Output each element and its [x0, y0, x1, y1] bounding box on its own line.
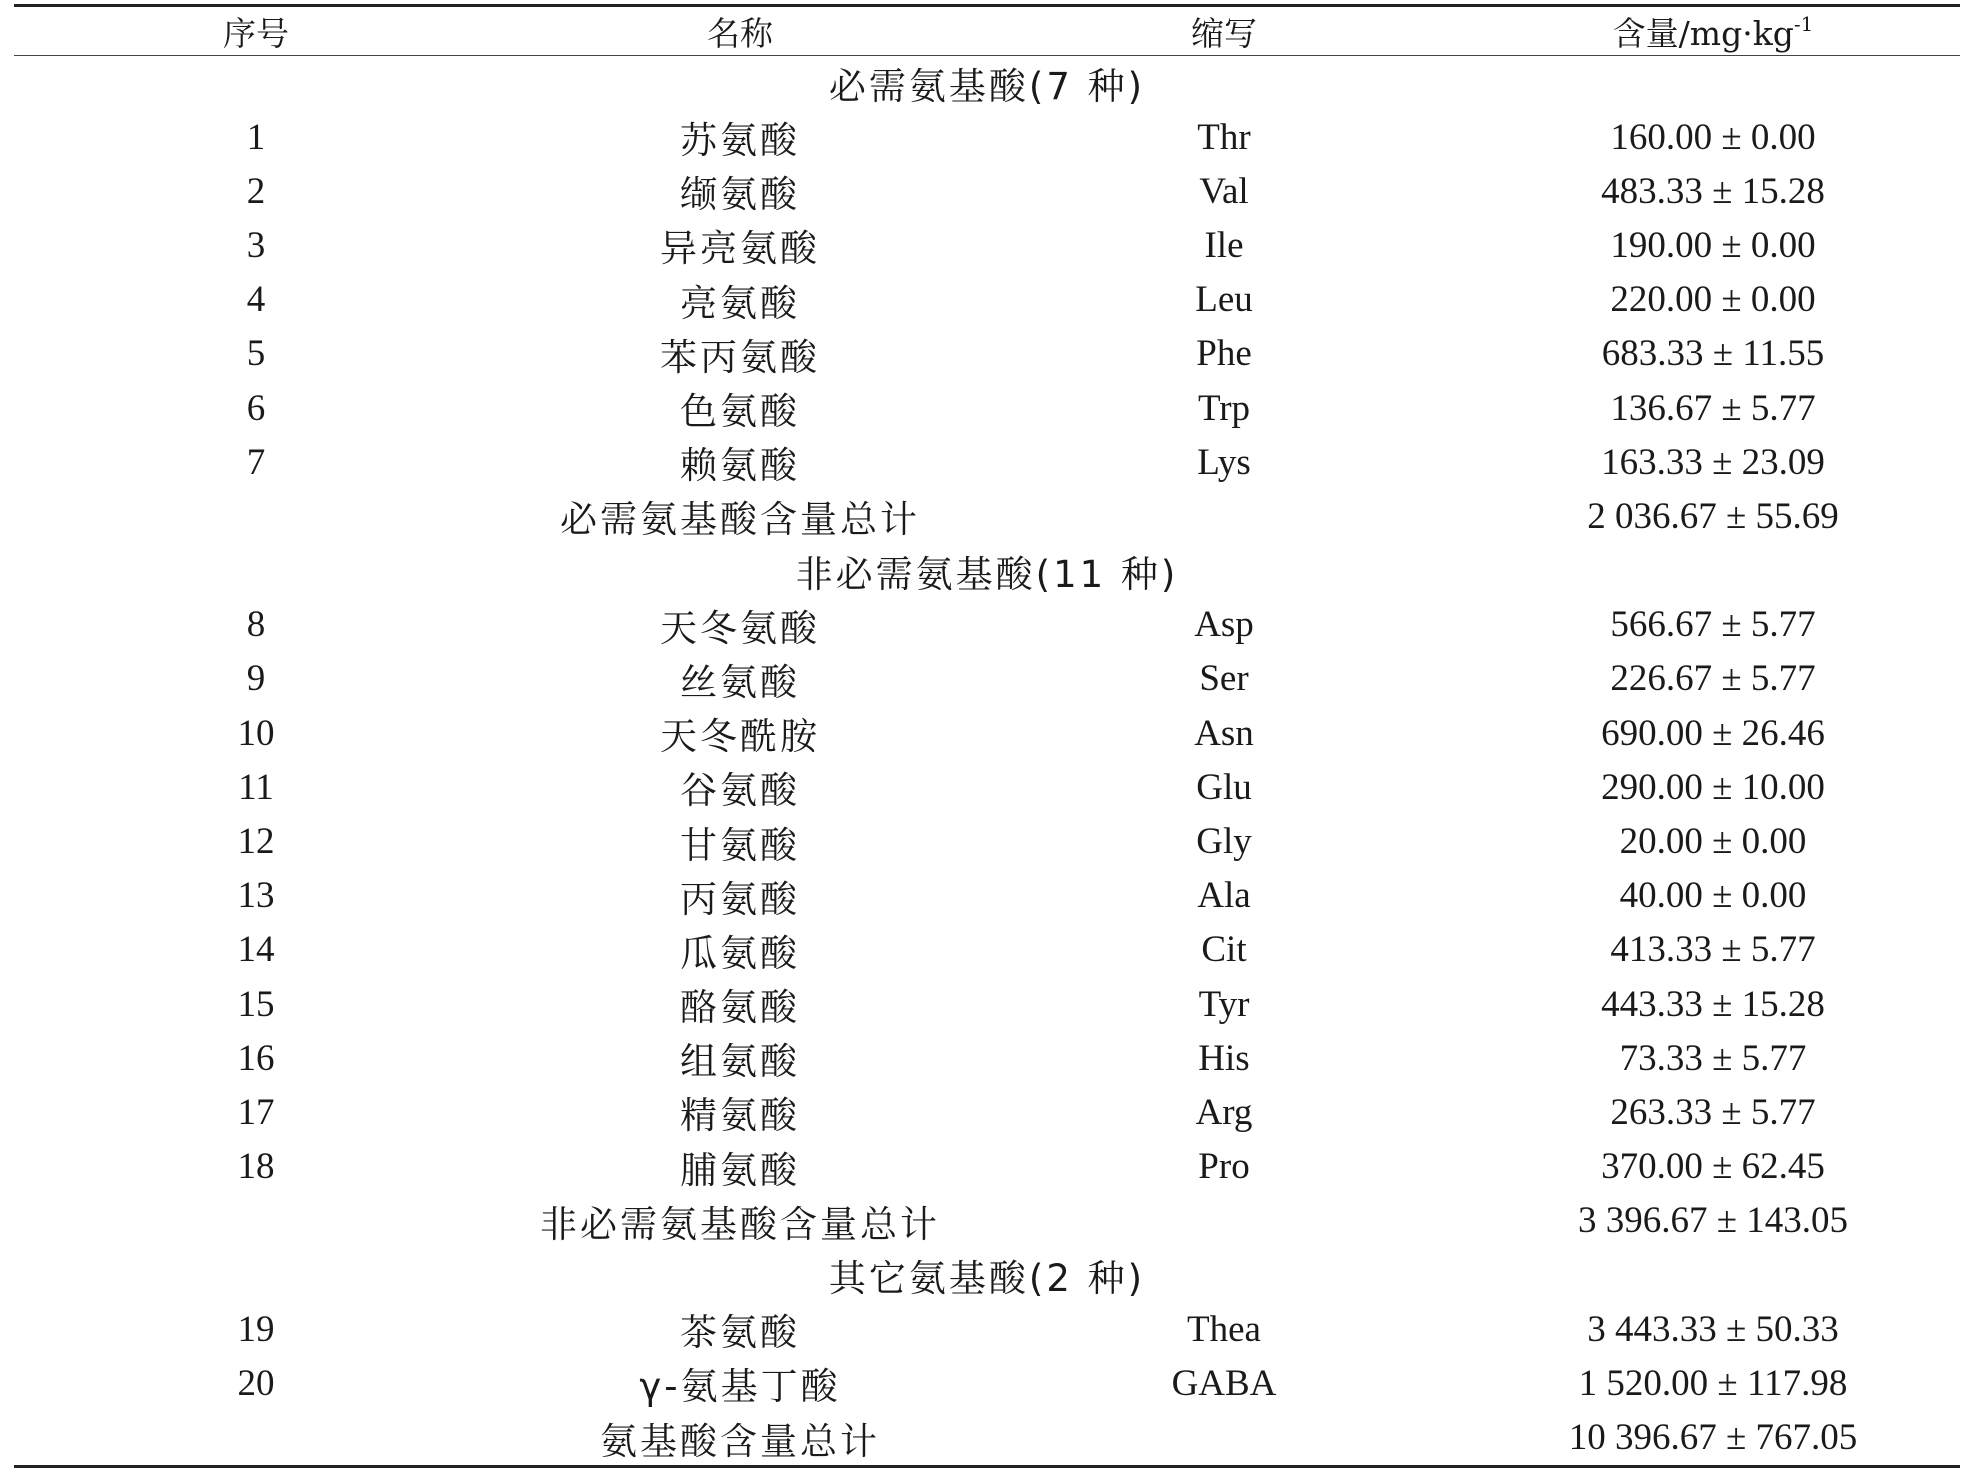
row-name: 缬氨酸: [680, 173, 800, 217]
total-abbr-cell: [982, 489, 1466, 543]
row-abbr: Val: [1199, 170, 1249, 212]
row-content: 220.00 ± 0.00: [1610, 279, 1816, 321]
table-row: [14, 1356, 1960, 1410]
amino-acid-table: [14, 4, 1960, 1468]
table-row: [14, 1302, 1960, 1356]
table-row: [14, 652, 1960, 706]
total-index-cell: [14, 489, 498, 543]
row-abbr: His: [1198, 1037, 1250, 1079]
table-row: [14, 977, 1960, 1031]
row-name: 苏氨酸: [680, 119, 800, 163]
row-name: 茶氨酸: [680, 1311, 800, 1355]
row-content: 413.33 ± 5.77: [1610, 929, 1816, 971]
row-abbr: Asp: [1194, 604, 1254, 646]
row-content: 690.00 ± 26.46: [1601, 712, 1825, 754]
row-index: 4: [246, 279, 266, 321]
row-name: 精氨酸: [680, 1094, 800, 1138]
row-index: 2: [246, 170, 266, 212]
total-abbr-cell: [982, 1411, 1466, 1467]
table-row: [14, 218, 1960, 272]
row-abbr: Cit: [1201, 929, 1247, 971]
table-row: [14, 327, 1960, 381]
row-content: 263.33 ± 5.77: [1610, 1091, 1816, 1133]
row-content: 226.67 ± 5.77: [1610, 658, 1816, 700]
section-row: [14, 56, 1960, 111]
row-abbr: Gly: [1196, 821, 1252, 863]
row-name: 酪氨酸: [680, 986, 800, 1030]
row-name: 脯氨酸: [680, 1148, 800, 1192]
row-name: 赖氨酸: [680, 444, 800, 488]
row-content: 290.00 ± 10.00: [1601, 766, 1825, 808]
row-content: 483.33 ± 15.28: [1601, 170, 1825, 212]
row-content: 163.33 ± 23.09: [1601, 441, 1825, 483]
header-content: [1466, 6, 1960, 56]
row-content: 443.33 ± 15.28: [1601, 983, 1825, 1025]
row-index: 8: [246, 604, 266, 646]
table-header: [14, 6, 1960, 56]
total-index-cell: [14, 1411, 498, 1467]
row-name: 亮氨酸: [680, 281, 800, 325]
total-content: 2 036.67 ± 55.69: [1587, 495, 1839, 537]
row-index: 7: [246, 441, 266, 483]
row-index: 15: [237, 983, 275, 1025]
table-row: [14, 110, 1960, 164]
header-content-label: 含量/mg·kg: [1612, 13, 1794, 53]
total-row: [14, 1194, 1960, 1248]
row-name: 天冬酰胺: [660, 715, 820, 759]
row-name: 丝氨酸: [680, 660, 800, 704]
total-content: 3 396.67 ± 143.05: [1577, 1200, 1849, 1242]
row-index: 19: [237, 1308, 275, 1350]
row-name: 天冬氨酸: [660, 606, 820, 650]
total-content: 10 396.67 ± 767.05: [1466, 1411, 1960, 1467]
row-content: 683.33 ± 11.55: [1601, 333, 1825, 375]
row-content: 40.00 ± 0.00: [1619, 875, 1807, 917]
row-name: 组氨酸: [680, 1040, 800, 1084]
row-content: 136.67 ± 5.77: [1610, 387, 1816, 429]
header-abbr: 缩写: [982, 6, 1466, 56]
header-content-exponent: -1: [1793, 11, 1814, 36]
header-index: 序号: [14, 6, 498, 56]
table-row: [14, 1031, 1960, 1085]
row-index: 9: [246, 658, 266, 700]
row-name: 异亮氨酸: [660, 227, 820, 271]
row-index: 6: [246, 387, 266, 429]
total-index-cell: [14, 1194, 498, 1248]
row-content: 1 520.00 ± 117.98: [1578, 1362, 1848, 1404]
row-content: 160.00 ± 0.00: [1610, 116, 1816, 158]
total-abbr-cell: [982, 1194, 1466, 1248]
table-row: [14, 706, 1960, 760]
row-abbr: Phe: [1196, 333, 1252, 375]
table-row: [14, 760, 1960, 814]
row-index: 5: [246, 333, 266, 375]
row-name: 甘氨酸: [680, 823, 800, 867]
total-row: [14, 489, 1960, 543]
table-row: [14, 869, 1960, 923]
row-abbr: Glu: [1196, 766, 1252, 808]
table-row: [14, 923, 1960, 977]
table-row: [14, 273, 1960, 327]
table-row: [14, 164, 1960, 218]
row-index: 20: [237, 1362, 275, 1404]
row-index: 14: [237, 929, 275, 971]
section-row: [14, 544, 1960, 598]
row-abbr: Trp: [1197, 387, 1251, 429]
row-name: 瓜氨酸: [680, 931, 800, 975]
row-abbr: Pro: [1198, 1146, 1250, 1188]
row-name: 色氨酸: [680, 390, 800, 434]
row-abbr: Asn: [1194, 712, 1254, 754]
row-index: 11: [238, 766, 274, 808]
row-content: 3 443.33 ± 50.33: [1587, 1308, 1839, 1350]
row-abbr: Thea: [1187, 1308, 1261, 1350]
table-row: [14, 381, 1960, 435]
row-index: 1: [246, 116, 266, 158]
row-name: 谷氨酸: [680, 769, 800, 813]
row-abbr: Ala: [1197, 875, 1251, 917]
section-row: [14, 1248, 1960, 1302]
section-title: 其它氨基酸(2 种): [828, 1257, 1146, 1301]
section-title: 必需氨基酸(7 种): [828, 65, 1146, 108]
header-row: [14, 6, 1960, 56]
row-index: 10: [237, 712, 275, 754]
row-abbr: Leu: [1195, 279, 1253, 321]
table-body: [14, 56, 1960, 1467]
row-index: 18: [237, 1146, 275, 1188]
total-label: 氨基酸含量总计: [498, 1411, 982, 1467]
row-name: 丙氨酸: [680, 877, 800, 921]
section-title: 非必需氨基酸(11 种): [795, 552, 1179, 596]
row-abbr: Ile: [1204, 224, 1244, 266]
row-abbr: Tyr: [1198, 983, 1250, 1025]
table-row: [14, 814, 1960, 868]
table-row: [14, 1085, 1960, 1139]
total-label: 必需氨基酸含量总计: [560, 498, 920, 542]
total-row: [14, 1411, 1960, 1467]
row-content: 566.67 ± 5.77: [1610, 604, 1816, 646]
row-index: 12: [237, 821, 275, 863]
table-row: [14, 1140, 1960, 1194]
row-content: 20.00 ± 0.00: [1619, 821, 1807, 863]
row-abbr: GABA: [1171, 1362, 1277, 1404]
row-name: γ-氨基丁酸: [639, 1365, 841, 1409]
row-content: 370.00 ± 62.45: [1601, 1146, 1825, 1188]
row-abbr: Lys: [1197, 441, 1251, 483]
row-index: 17: [237, 1091, 275, 1133]
row-abbr: Arg: [1195, 1091, 1253, 1133]
row-index: 3: [246, 224, 266, 266]
total-label: 非必需氨基酸含量总计: [540, 1202, 940, 1246]
row-index: 16: [237, 1037, 275, 1079]
row-index: 13: [237, 875, 275, 917]
row-content: 73.33 ± 5.77: [1619, 1037, 1807, 1079]
row-abbr: Ser: [1199, 658, 1249, 700]
table-row: [14, 435, 1960, 489]
row-content: 190.00 ± 0.00: [1610, 224, 1816, 266]
header-name: 名称: [498, 6, 982, 56]
table-row: [14, 598, 1960, 652]
row-abbr: Thr: [1197, 116, 1251, 158]
row-name: 苯丙氨酸: [660, 335, 820, 379]
